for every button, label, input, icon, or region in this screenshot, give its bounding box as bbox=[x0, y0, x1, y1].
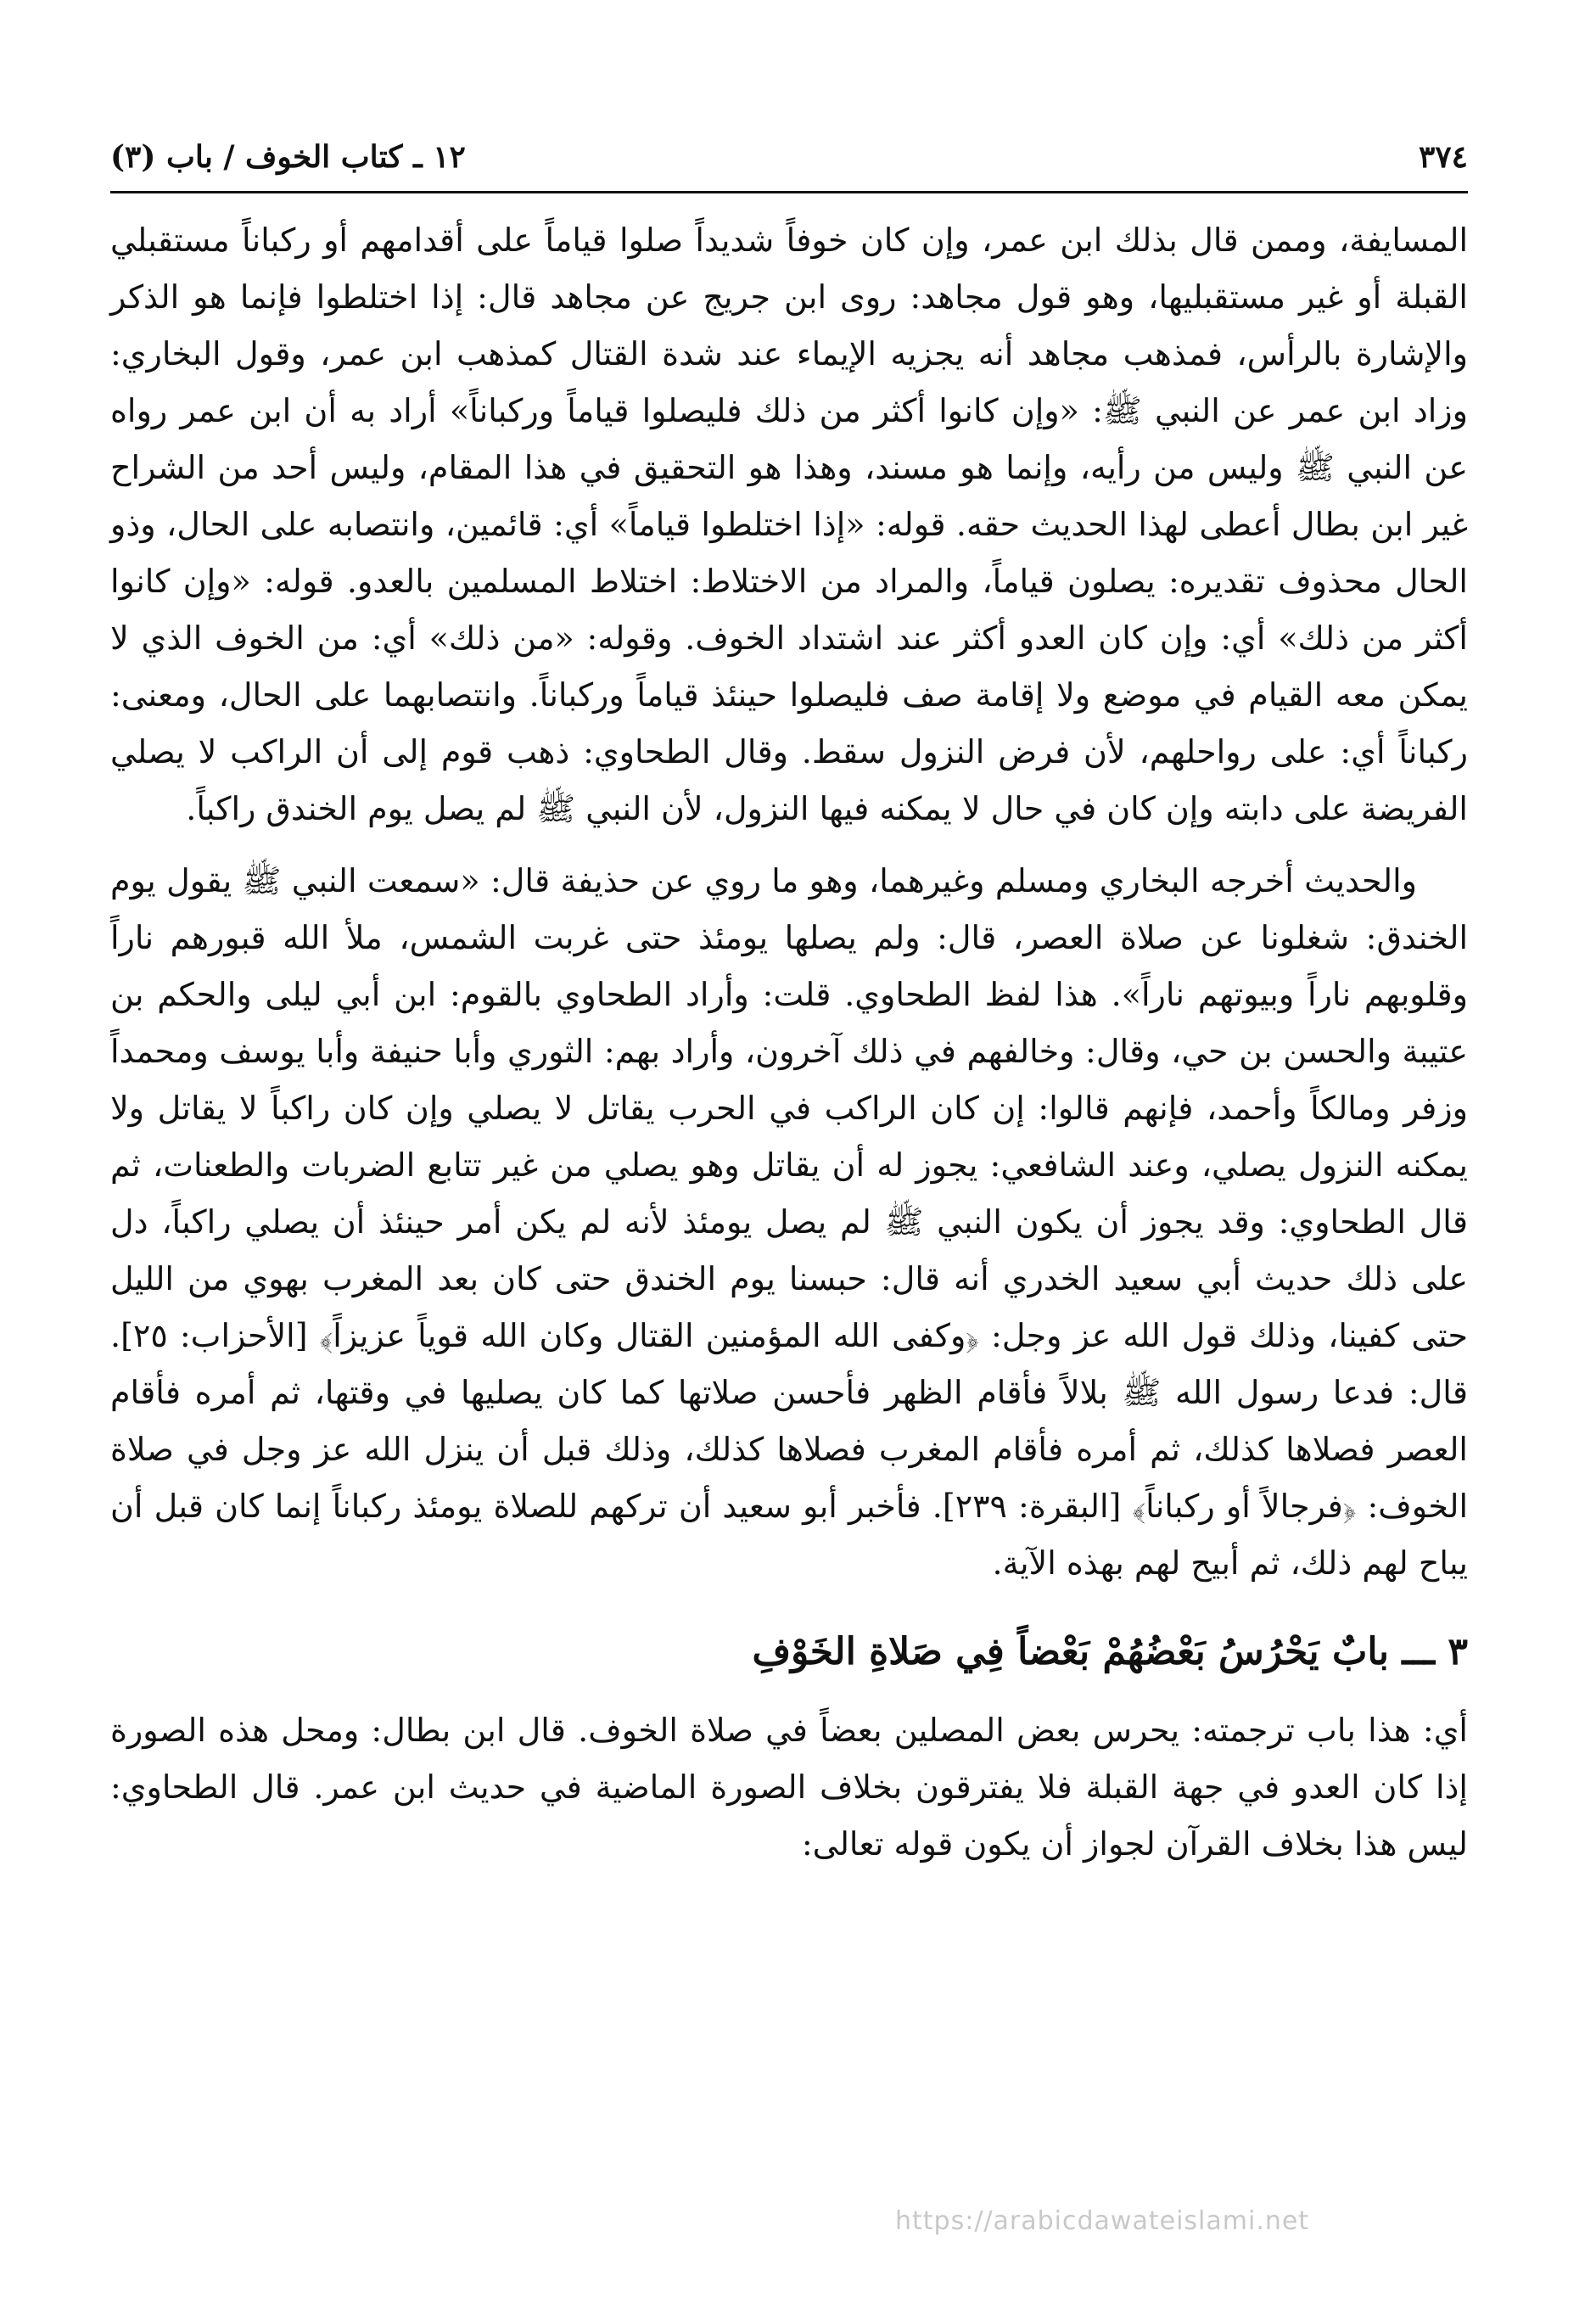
document-page bbox=[110, 0, 1468, 2303]
running-title: ١٢ ـ كتاب الخوف / باب (٣) bbox=[110, 139, 466, 175]
watermark: https://arabicdawateislami.net bbox=[895, 2206, 1310, 2236]
page-number: ٣٧٤ bbox=[1418, 139, 1468, 175]
section-heading: ٣ ـــ بابٌ يَحْرُسُ بَعْضُهُمْ بَعْضاً فِي صَلاةِ الخَوْفِ bbox=[752, 1630, 1468, 1673]
running-header bbox=[110, 127, 1468, 187]
body-paragraph-1: المسايفة، وممن قال بذلك ابن عمر، وإن كان خوفاً شديداً صلوا قياماً على أقدامهم أو ركباناً مستقبلي القبلة أو غير مستقبليها، وهو قول مجاهد: روى ابن جريج عن مجاهد قال: إذا اختلطوا فإنما هو الذكر والإشارة بالرأس، فمذهب مجاهد أنه يجزيه الإيماء عند شدة القتال كمذهب ابن عمر، وقول البخاري: وزاد ابن عمر عن النبي ﷺ: «وإن كانوا أكثر من ذلك فليصلوا قياماً وركباناً» أراد به أن ابن عمر رواه عن النبي ﷺ وليس من رأيه، وإنما هو مسند، وهذا هو التحقيق في هذا المقام، وليس أحد من الشراح غير ابن بطال أعطى لهذا الحديث حقه. قوله: «إذا اختلطوا قياماً» أي: قائمين، وانتصابه على الحال، وذو الحال محذوف تقديره: يصلون قياماً، والمراد من الاختلاط: اختلاط المسلمين بالعدو. قوله: «وإن كانوا أكثر من ذلك» أي: وإن كان العدو أكثر عند اشتداد الخوف. وقوله: «من ذلك» أي: من الخوف الذي لا يمكن معه القيام في موضع ولا إقامة صف فليصلوا حينئذ قياماً وركباناً. وانتصابهما على الحال، ومعنى: ركباناً أي: على رواحلهم، لأن فرض النزول سقط. وقال الطحاوي: ذهب قوم إلى أن الراكب لا يصلي الفريضة على دابته وإن كان في حال لا يمكنه فيها النزول، لأن النبي ﷺ لم يصل يوم الخندق راكباً. bbox=[110, 221, 1468, 827]
header-rule bbox=[110, 191, 1468, 193]
section-paragraph: أي: هذا باب ترجمته: يحرس بعض المصلين بعضاً في صلاة الخوف. قال ابن بطال: ومحل هذه الصورة إذا كان العدو في جهة القبلة فلا يفترقون بخلاف الصورة الماضية في حديث ابن عمر. قال الطحاوي: ليس هذا بخلاف القرآن لجواز أن يكون قوله تعالى: bbox=[110, 1712, 1468, 1863]
page-body bbox=[110, 212, 1468, 1873]
body-paragraph-2: والحديث أخرجه البخاري ومسلم وغيرهما، وهو ما روي عن حذيفة قال: «سمعت النبي ﷺ يقول يوم الخندق: شغلونا عن صلاة العصر، قال: ولم يصلها يومئذ حتى غربت الشمس، ملأ الله قبورهم ناراً وقلوبهم ناراً وبيوتهم ناراً». هذا لفظ الطحاوي. قلت: وأراد الطحاوي بالقوم: ابن أبي ليلى والحكم بن عتيبة والحسن بن حي، وقال: وخالفهم في ذلك آخرون، وأراد بهم: الثوري وأبا حنيفة وأبا يوسف ومحمداً وزفر ومالكاً وأحمد، فإنهم قالوا: إن كان الراكب في الحرب يقاتل لا يصلي وإن كان راكباً لا يقاتل ولا يمكنه النزول يصلي، وعند الشافعي: يجوز له أن يقاتل وهو يصلي من غير تتابع الضربات والطعنات، ثم قال الطحاوي: وقد يجوز أن يكون النبي ﷺ لم يصل يومئذ لأنه لم يكن أمر حينئذ أن يصلي راكباً، دل على ذلك حديث أبي سعيد الخدري أنه قال: حبسنا يوم الخندق حتى كان بعد المغرب بهوي من الليل حتى كفينا، وذلك قول الله عز وجل: ﴿وكفى الله المؤمنين القتال وكان الله قوياً عزيزاً﴾ [الأحزاب: ٢٥]. قال: فدعا رسول الله ﷺ بلالاً فأقام الظهر فأحسن صلاتها كما كان يصليها في وقتها، ثم أمره فأقام العصر فصلاها كذلك، ثم أمره فأقام المغرب فصلاها كذلك، وذلك قبل أن ينزل الله عز وجل في صلاة الخوف: ﴿فرجالاً أو ركباناً﴾ [البقرة: ٢٣٩]. فأخبر أبو سعيد أن تركهم للصلاة يومئذ ركباناً إنما كان قبل أن يباح لهم ذلك، ثم أبيح لهم بهذه الآية. bbox=[110, 862, 1468, 1582]
